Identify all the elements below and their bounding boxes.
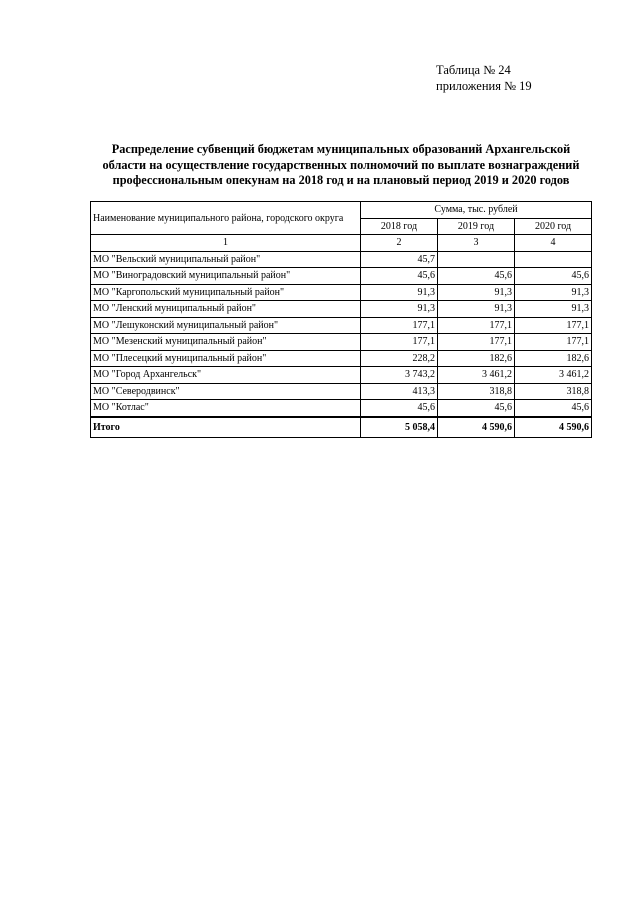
amount-2019: 177,1 [438,334,515,351]
column-number: 3 [438,235,515,252]
amount-2020: 177,1 [515,317,592,334]
table-row [91,400,592,417]
title-line-3: профессиональным опекунам на 2018 год и на плановый период 2019 и 2020 годов [112,173,570,187]
amount-2020: 91,3 [515,284,592,301]
total-row [91,417,592,438]
amount-2019: 45,6 [438,268,515,285]
amount-2018: 413,3 [361,383,438,400]
municipality-name: МО "Мезенский муниципальный район" [91,334,361,351]
amount-2018: 177,1 [361,317,438,334]
amount-2019: 45,6 [438,400,515,417]
column-number-row [91,235,592,252]
sum-header: Сумма, тыс. рублей [361,202,592,219]
amount-2018: 45,6 [361,400,438,417]
total-2019: 4 590,6 [438,417,515,438]
amount-2018: 3 743,2 [361,367,438,384]
amount-2019: 3 461,2 [438,367,515,384]
title-line-2: области на осуществление государственных полномочий по выплате вознаграждений [102,157,580,172]
municipality-name: МО "Виноградовский муниципальный район" [91,268,361,285]
amount-2020: 177,1 [515,334,592,351]
table-row [91,251,592,268]
amount-2019: 91,3 [438,284,515,301]
amount-2020: 45,6 [515,400,592,417]
year-header-2019: 2019 год [438,218,515,235]
municipality-name: МО "Ленский муниципальный район" [91,301,361,318]
total-2020: 4 590,6 [515,417,592,438]
table-row [91,317,592,334]
table-row [91,268,592,285]
table-row [91,284,592,301]
amount-2019: 177,1 [438,317,515,334]
year-header-2018: 2018 год [361,218,438,235]
amount-2019: 91,3 [438,301,515,318]
amount-2018: 228,2 [361,350,438,367]
document-title [80,142,602,189]
amount-2019: 318,8 [438,383,515,400]
municipality-name: МО "Каргопольский муниципальный район" [91,284,361,301]
amount-2018: 45,6 [361,268,438,285]
column-number: 2 [361,235,438,252]
name-column-header: Наименование муниципального района, городского округа [91,202,361,235]
amount-2019: 182,6 [438,350,515,367]
year-header-2020: 2020 год [515,218,592,235]
amount-2018: 177,1 [361,334,438,351]
subvention-table [90,201,592,438]
table-row [91,350,592,367]
table-row [91,301,592,318]
amount-2018: 91,3 [361,284,438,301]
municipality-name: МО "Северодвинск" [91,383,361,400]
table-row [91,367,592,384]
municipality-name: МО "Вельский муниципальный район" [91,251,361,268]
municipality-name: МО "Плесецкий муниципальный район" [91,350,361,367]
amount-2020: 91,3 [515,301,592,318]
total-label: Итого [91,417,361,438]
amount-2018: 91,3 [361,301,438,318]
total-2018: 5 058,4 [361,417,438,438]
table-number: Таблица № 24 [436,63,511,77]
table-row [91,383,592,400]
header-row-sum [91,202,592,219]
municipality-name: МО "Город Архангельск" [91,367,361,384]
municipality-name: МО "Лешуконский муниципальный район" [91,317,361,334]
table-reference [436,62,532,94]
table-row [91,334,592,351]
appendix-number: приложения № 19 [436,79,532,93]
column-number: 4 [515,235,592,252]
municipality-name: МО "Котлас" [91,400,361,417]
amount-2020: 318,8 [515,383,592,400]
amount-2020: 3 461,2 [515,367,592,384]
amount-2018: 45,7 [361,251,438,268]
amount-2020: 182,6 [515,350,592,367]
column-number: 1 [91,235,361,252]
amount-2019 [438,251,515,268]
title-line-1: Распределение субвенций бюджетам муниципальных образований Архангельской [111,142,571,156]
amount-2020 [515,251,592,268]
amount-2020: 45,6 [515,268,592,285]
